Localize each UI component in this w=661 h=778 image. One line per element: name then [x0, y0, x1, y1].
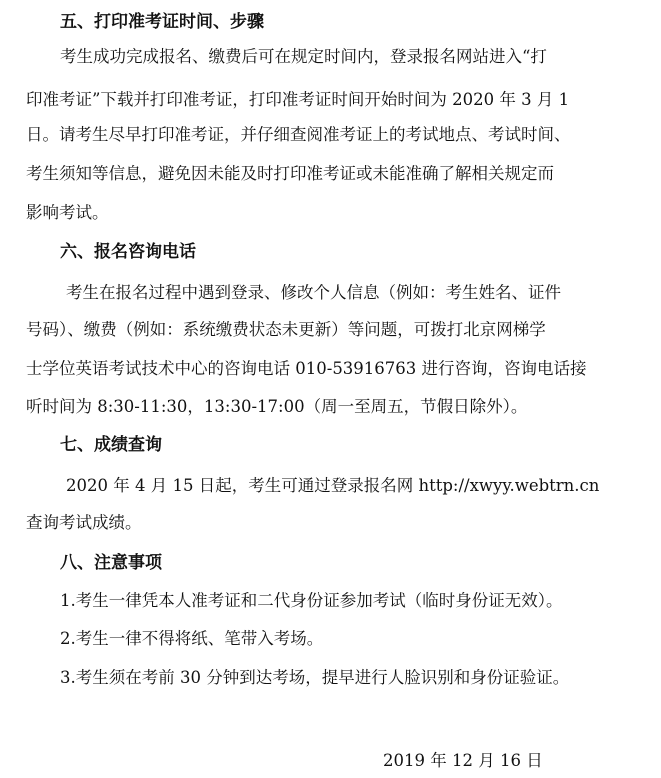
- paragraph-line: 2020 年 4 月 15 日起，考生可通过登录报名网 http://xwyy.webtrn.cn: [66, 476, 600, 495]
- notice-item: 3.考生须在考前 30 分钟到达考场，提早进行人脸识别和身份证验证。: [60, 668, 570, 687]
- section-heading-notes: 八、注意事项: [60, 553, 162, 573]
- notice-item: 1.考生一律凭本人准考证和二代身份证参加考试（临时身份证无效）。: [60, 591, 563, 610]
- paragraph-line: 听时间为 8:30-11:30，13:30-17:00（周一至周五，节假日除外）。: [26, 397, 528, 416]
- section-heading-score-query: 七、成绩查询: [60, 435, 162, 455]
- paragraph-line: 考生在报名过程中遇到登录、修改个人信息（例如：考生姓名、证件: [66, 283, 561, 302]
- paragraph-line: 考生须知等信息，避免因未能及时打印准考证或未能准确了解相关规定而: [26, 164, 554, 183]
- paragraph-line: 印准考证”下载并打印准考证，打印准考证时间开始时间为 2020 年 3 月 1: [26, 90, 570, 109]
- paragraph-line: 影响考试。: [26, 203, 109, 222]
- notice-item: 2.考生一律不得将纸、笔带入考场。: [60, 629, 324, 648]
- document-date: 2019 年 12 月 16 日: [383, 751, 543, 770]
- paragraph-line: 日。请考生尽早打印准考证，并仔细查阅准考证上的考试地点、考试时间、: [26, 125, 571, 144]
- paragraph-line: 号码）、缴费（例如：系统缴费状态未更新）等问题，可拨打北京网梯学: [26, 320, 546, 339]
- paragraph-line: 查询考试成绩。: [26, 513, 142, 532]
- paragraph-line: 士学位英语考试技术中心的咨询电话 010-53916763 进行咨询，咨询电话接: [26, 359, 587, 378]
- section-heading-consult-phone: 六、报名咨询电话: [60, 242, 196, 262]
- paragraph-line: 考生成功完成报名、缴费后可在规定时间内，登录报名网站进入“打: [60, 47, 547, 66]
- section-heading-print-admission: 五、打印准考证时间、步骤: [60, 12, 264, 32]
